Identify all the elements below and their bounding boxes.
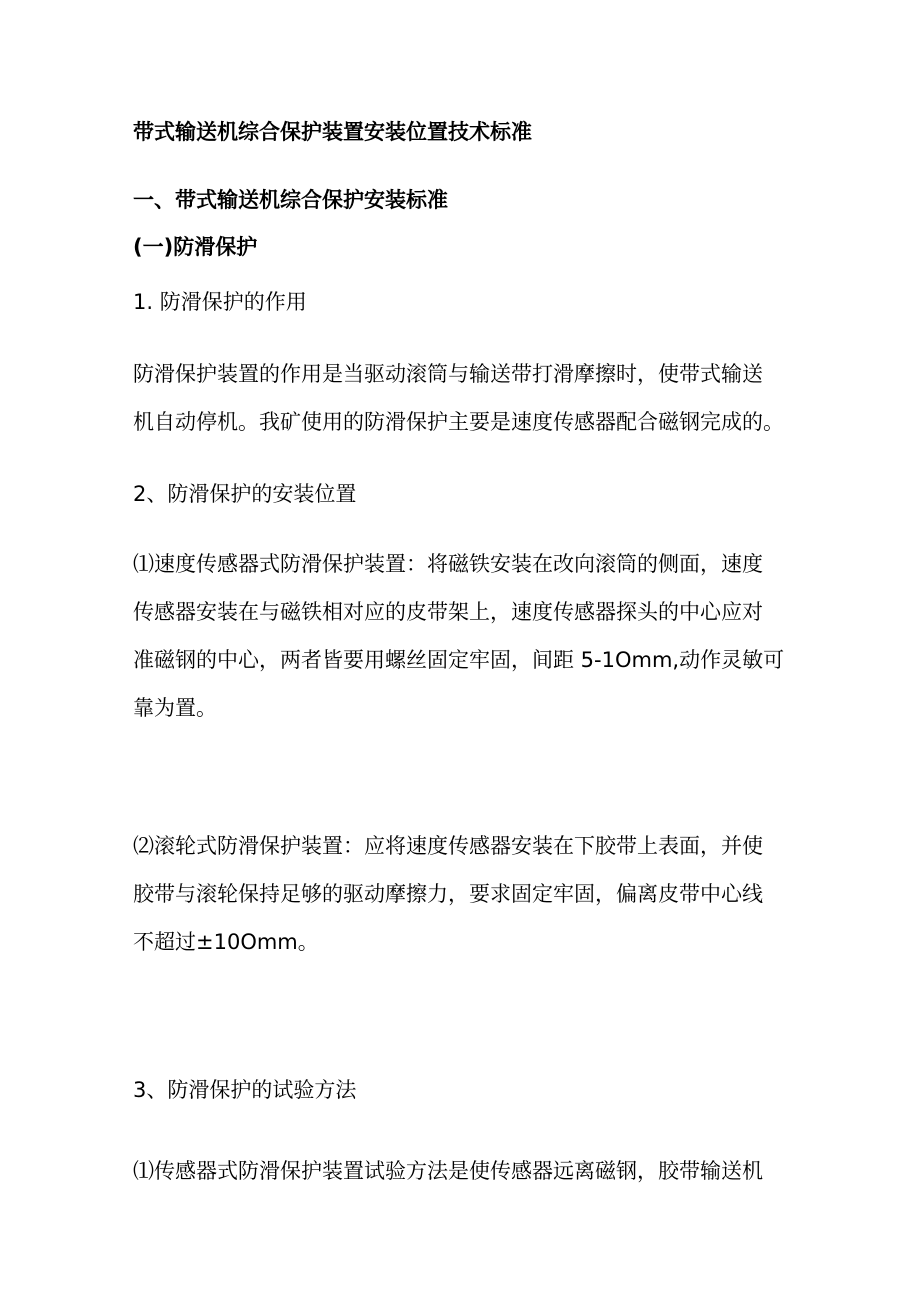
paragraph-2-line-3: 准磁钢的中心，两者皆要用螺丝固定牢固，间距 5-1Omm,动作灵敏可 [133,648,785,672]
item-heading-1: 1. 防滑保护的作用 [133,290,307,314]
paragraph-1-line-2: 机自动停机。我矿使用的防滑保护主要是速度传感器配合磁钢完成的。 [133,410,784,434]
paragraph-3-line-2: 胶带与滚轮保持足够的驱动摩擦力，要求固定牢固，偏离皮带中心线 [133,882,763,906]
item-heading-3: 3、防滑保护的试验方法 [133,1078,357,1102]
paragraph-3-line-1: ⑵滚轮式防滑保护装置：应将速度传感器安装在下胶带上表面，并使 [133,834,763,858]
section-heading-1: 一、带式输送机综合保护安装标准 [133,188,448,212]
paragraph-1-line-1: 防滑保护装置的作用是当驱动滚筒与输送带打滑摩擦时，使带式输送 [133,362,763,386]
paragraph-4-line-1: ⑴传感器式防滑保护装置试验方法是使传感器远离磁钢，胶带输送机 [133,1159,763,1183]
subsection-heading-anti-slip: (一)防滑保护 [133,235,258,259]
paragraph-2-line-1: ⑴速度传感器式防滑保护装置：将磁铁安装在改向滚筒的侧面，速度 [133,552,763,576]
paragraph-2-line-2: 传感器安装在与磁铁相对应的皮带架上，速度传感器探头的中心应对 [133,600,763,624]
item-heading-2: 2、防滑保护的安装位置 [133,482,357,506]
paragraph-3-line-3: 不超过±10Omm。 [133,930,319,954]
document-title: 带式输送机综合保护装置安装位置技术标准 [133,120,532,144]
paragraph-2-line-4: 靠为置。 [133,696,217,720]
